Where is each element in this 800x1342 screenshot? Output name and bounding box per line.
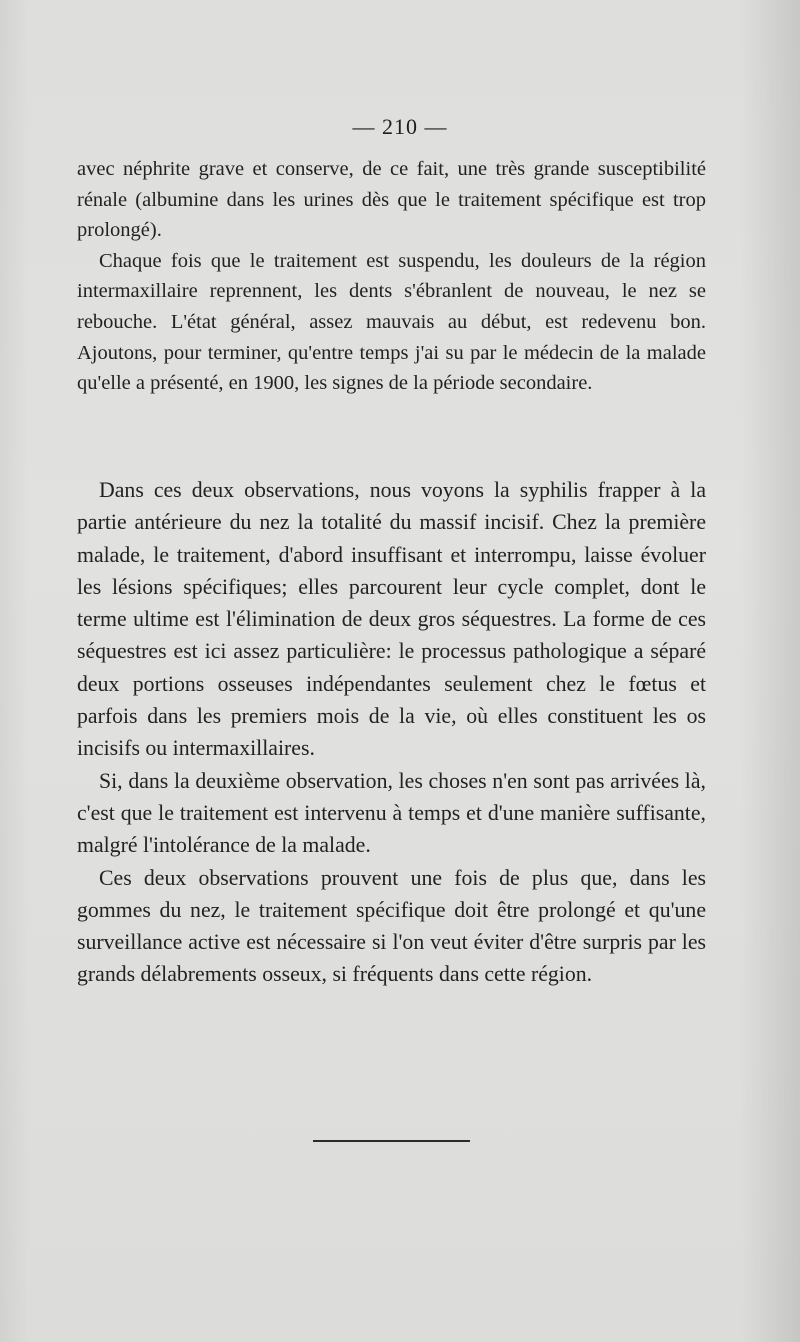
paragraph-two-observations: Dans ces deux observations, nous voyons la syphilis frapper à la partie antérieure du nez la totalité du massif incisif. Chez la première malade, le traitement, d'abord insuffisant et interrompu, laisse évoluer les lésions spécifiques; elles parcourent leur cycle complet, dont le terme ultime est l'élimination de deux gros séquestres. La forme de ces séquestres est ici assez particulière: le processus pathologique a séparé deux portions osseuses indépendantes seulement chez le fœtus et parfois dans les premiers mois de la vie, où elles constituent les os incisifs ou intermaxillaires. [77,478,706,761]
paragraph-treatment-suspended: Chaque fois que le traitement est suspendu, les douleurs de la région intermaxillaire reprennent, les dents s'ébranlent de nouveau, le nez se rebouche. L'état général, assez mauvais au début, est redevenu bon. Ajoutons, pour terminer, qu'entre temps j'ai su par le médecin de la malade qu'elle a présenté, en 1900, les signes de la période secondaire. [77,249,706,395]
text-block-observation-end [77,154,706,399]
page-number: — 210 — [352,114,448,139]
paragraph-conclusion: Ces deux observations prouvent une fois de plus que, dans les gommes du nez, le traitement spécifique doit être prolongé et qu'une surveillance active est nécessaire si l'on veut éviter d'être surpris par les grands délabrements osseux, si fréquents dans cette région. [77,865,706,987]
paragraph-second-observation: Si, dans la deuxième observation, les choses n'en sont pas arrivées là, c'est que le traitement est intervenu à temps et d'une manière suffisante, malgré l'intolérance de la malade. [77,768,706,858]
text-block-discussion [77,474,706,991]
end-rule [313,1140,470,1142]
paragraph-continuation: avec néphrite grave et conserve, de ce fait, une très grande susceptibilité rénale (albumine dans les urines dès que le traitement spécifique est trop prolongé). [77,158,706,242]
